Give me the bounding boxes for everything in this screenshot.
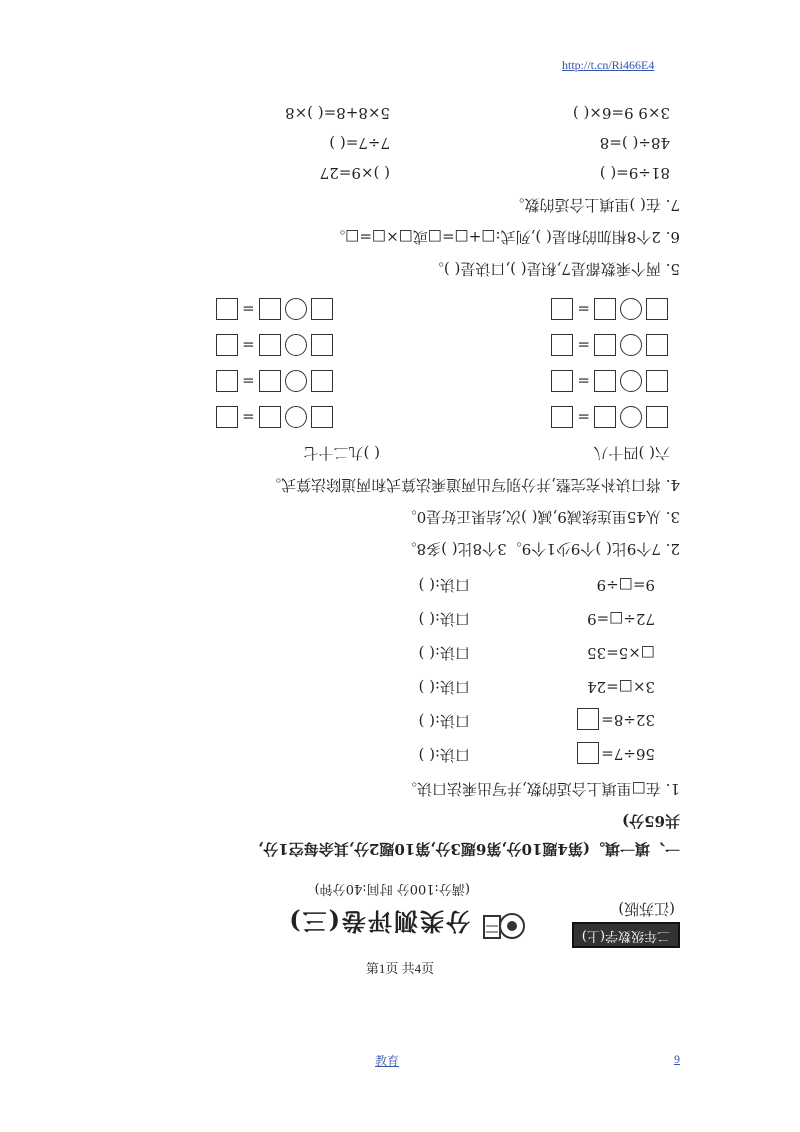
q1-formula: 口诀:( ) — [418, 610, 470, 628]
footer-link[interactable]: 教育 — [375, 1054, 400, 1068]
header-link[interactable]: http://t.cn/Ri466E4 — [562, 58, 655, 72]
section-description: (第4题10分,第6题3分,第10题2分,其余每空1分, — [258, 840, 590, 858]
q7-item: 5×8+8=( )×8 — [285, 104, 390, 122]
q4-right-formula: ( )九二十七 — [303, 444, 380, 462]
q7-item: 3×9 9=6×( ) — [572, 104, 670, 122]
q7-item: ( )×9=27 — [319, 164, 390, 182]
q1-formula: 口诀:( ) — [418, 644, 470, 662]
q1-formula: 口诀:( ) — [418, 746, 470, 764]
q4-equation-grid: = = — [214, 370, 670, 392]
q1-formula: 口诀:( ) — [418, 712, 470, 730]
q4-equation-grid: = = — [214, 334, 670, 356]
q4-equation-grid: = = — [214, 406, 670, 428]
edition-label: (江苏版) — [618, 900, 675, 918]
question-3: 3. 从45里连续减9,减( )次,结果正好是0。 — [401, 508, 680, 526]
question-7: 7. 在( )里填上合适的数。 — [509, 196, 680, 214]
section-description-cont: 共65分) — [622, 812, 680, 830]
question-2: 2. 7个9比( )个9少1个9。3个8比( )多8。 — [401, 540, 680, 558]
page-count: 第1页 共4页 — [365, 961, 435, 976]
question-1: 1. 在□里填上合适的数,并写出乘法口诀。 — [401, 780, 680, 798]
q1-expression: 56÷7= — [601, 745, 655, 763]
q1-expression: 9=□÷9 — [596, 576, 655, 594]
q1-expression: 3×□=24 — [587, 678, 655, 696]
q1-expression: 32÷8= — [601, 711, 655, 729]
q4-equation-grid: = = — [214, 298, 670, 320]
q7-item: 48÷( )=8 — [599, 134, 670, 152]
grade-badge: 二年级数学(上) — [572, 922, 680, 948]
q1-formula: 口诀:( ) — [418, 576, 470, 594]
q4-left-formula: 六( )四十八 — [593, 444, 670, 462]
footer-page-number[interactable]: 9 — [674, 1052, 680, 1066]
scanned-worksheet — [135, 98, 680, 948]
question-4: 4. 将口诀补充完整,并分别写出两道乘法算式和两道除法算式。 — [266, 476, 680, 494]
q7-item: 81÷9=( ) — [599, 164, 670, 182]
q1-expression: 72÷□=9 — [587, 610, 655, 628]
question-6: 6. 2个8相加的和是( ),列式:□+□=□或□×□=□。 — [330, 228, 680, 246]
cartoon-illustration — [480, 908, 530, 944]
page-title: 分类测评卷(三) — [287, 907, 470, 936]
q1-expression: □×5=35 — [587, 644, 655, 662]
q7-item: 7÷7=( ) — [329, 134, 390, 152]
question-5: 5. 两个乘数都是7,积是( ),口诀是( )。 — [428, 260, 680, 278]
q1-formula: 口诀:( ) — [418, 678, 470, 696]
section-title: 一、填一填。 — [589, 840, 680, 858]
score-time-meta: (满分:100分 时间:40分钟) — [314, 881, 470, 896]
